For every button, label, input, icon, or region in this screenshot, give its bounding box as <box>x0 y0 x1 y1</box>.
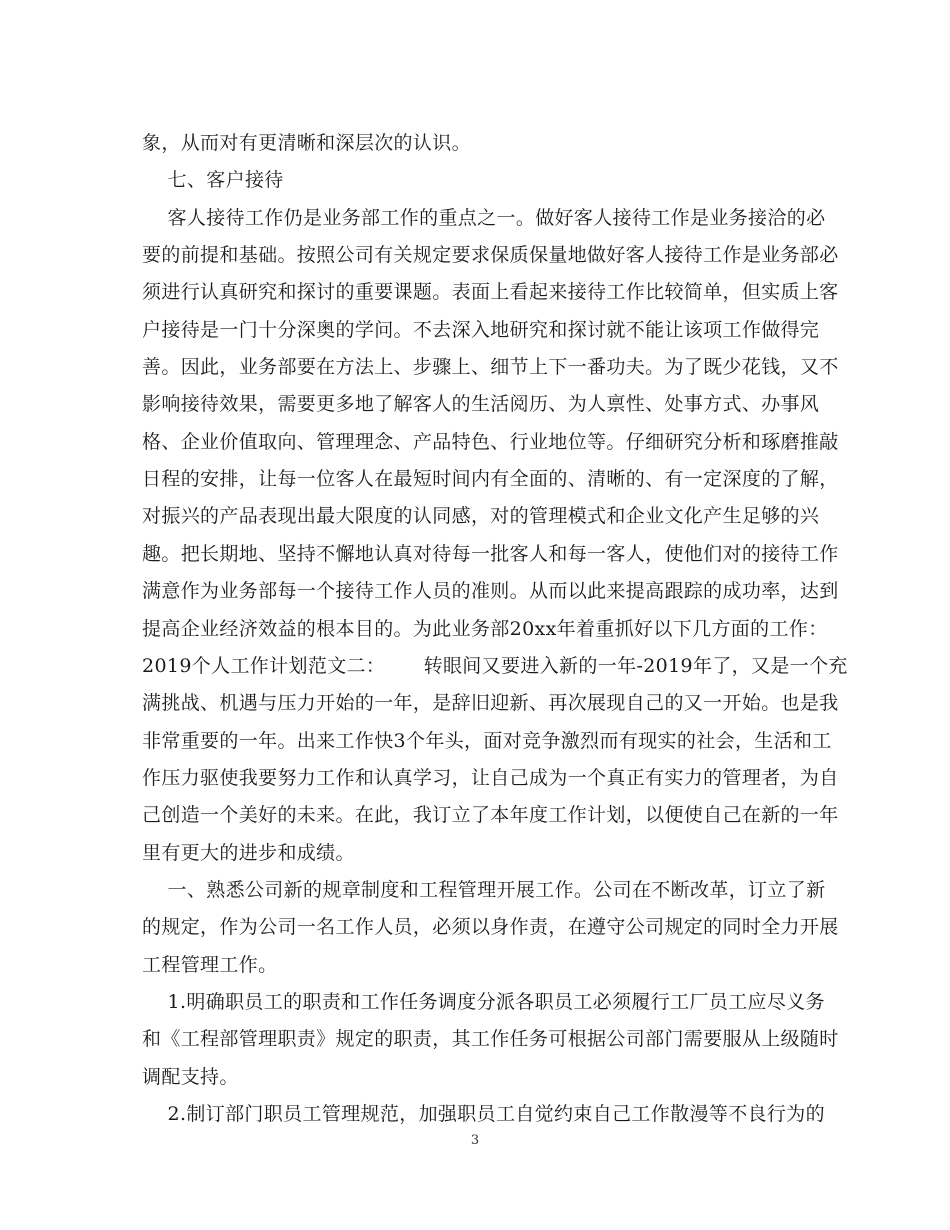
section-heading: 七、客户接待 <box>142 169 284 191</box>
text-line: 须进行认真研究和探讨的重要课题。表面上看起来接待工作比较简单，但实质上客 <box>142 281 839 303</box>
text-line: 1.明确职员工的职责和工作任务调度分派各职员工必须履行工厂员工应尽义务 <box>142 991 825 1013</box>
text-line: 调配支持。 <box>142 1066 239 1088</box>
text-line: 非常重要的一年。出来工作快3个年头，面对竞争激烈而有现实的社会，生活和工 <box>142 730 832 752</box>
text-line: 2.制订部门职员工管理规范，加强职员工自觉约束自己工作散漫等不良行为的 <box>142 1103 825 1125</box>
text-line: 工程管理工作。 <box>142 954 278 976</box>
text-line: 提高企业经济效益的根本目的。为此业务部20xx年着重抓好以下几方面的工作： <box>142 618 828 640</box>
text-line: 一、熟悉公司新的规章制度和工程管理开展工作。公司在不断改革，订立了新 <box>142 879 826 901</box>
text-line: 对振兴的产品表现出最大限度的认同感，对的管理模式和企业文化产生足够的兴 <box>142 505 820 527</box>
text-line: 象，从而对有更清晰和深层次的认识。 <box>142 132 471 154</box>
text-line: 满挑战、机遇与压力开始的一年，是辞旧迎新、再次展现自己的又一开始。也是我 <box>142 692 839 714</box>
text-line: 己创造一个美好的未来。在此，我订立了本年度工作计划，以便使自己在新的一年 <box>142 804 839 826</box>
text-line: 要的前提和基础。按照公司有关规定要求保质保量地做好客人接待工作是业务部必 <box>142 244 839 266</box>
text-line: 格、企业价值取向、管理理念、产品特色、行业地位等。仔细研究分析和琢磨推敲 <box>142 431 839 453</box>
page-number: 3 <box>470 1133 480 1148</box>
text-line: 的规定，作为公司一名工作人员，必须以身作责，在遵守公司规定的同时全力开展 <box>142 916 839 938</box>
text-line: 满意作为业务部每一个接待工作人员的准则。从而以此来提高跟踪的成功率，达到 <box>142 580 839 602</box>
text-line: 影响接待效果，需要更多地了解客人的生活阅历、为人禀性、处事方式、办事风 <box>142 393 820 415</box>
text-line: 户接待是一门十分深奥的学问。不去深入地研究和探讨就不能让该项工作做得完 <box>142 319 820 341</box>
text-line: 2019个人工作计划范文二： 转眼间又要进入新的一年-2019年了，又是一个充 <box>142 655 848 677</box>
text-line: 趣。把长期地、坚持不懈地认真对待每一批客人和每一客人，使他们对的接待工作 <box>142 543 839 565</box>
text-line: 和《工程部管理职责》规定的职责，其工作任务可根据公司部门需要服从上级随时 <box>142 1028 839 1050</box>
text-line: 里有更大的进步和成绩。 <box>142 842 355 864</box>
text-line: 作压力驱使我要努力工作和认真学习，让自己成为一个真正有实力的管理者，为自 <box>142 767 839 789</box>
text-line: 客人接待工作仍是业务部工作的重点之一。做好客人接待工作是业务接洽的必 <box>142 207 826 229</box>
text-line: 善。因此，业务部要在方法上、步骤上、细节上下一番功夫。为了既少花钱，又不 <box>142 356 839 378</box>
text-line: 日程的安排，让每一位客人在最短时间内有全面的、清晰的、有一定深度的了解， <box>142 468 839 490</box>
